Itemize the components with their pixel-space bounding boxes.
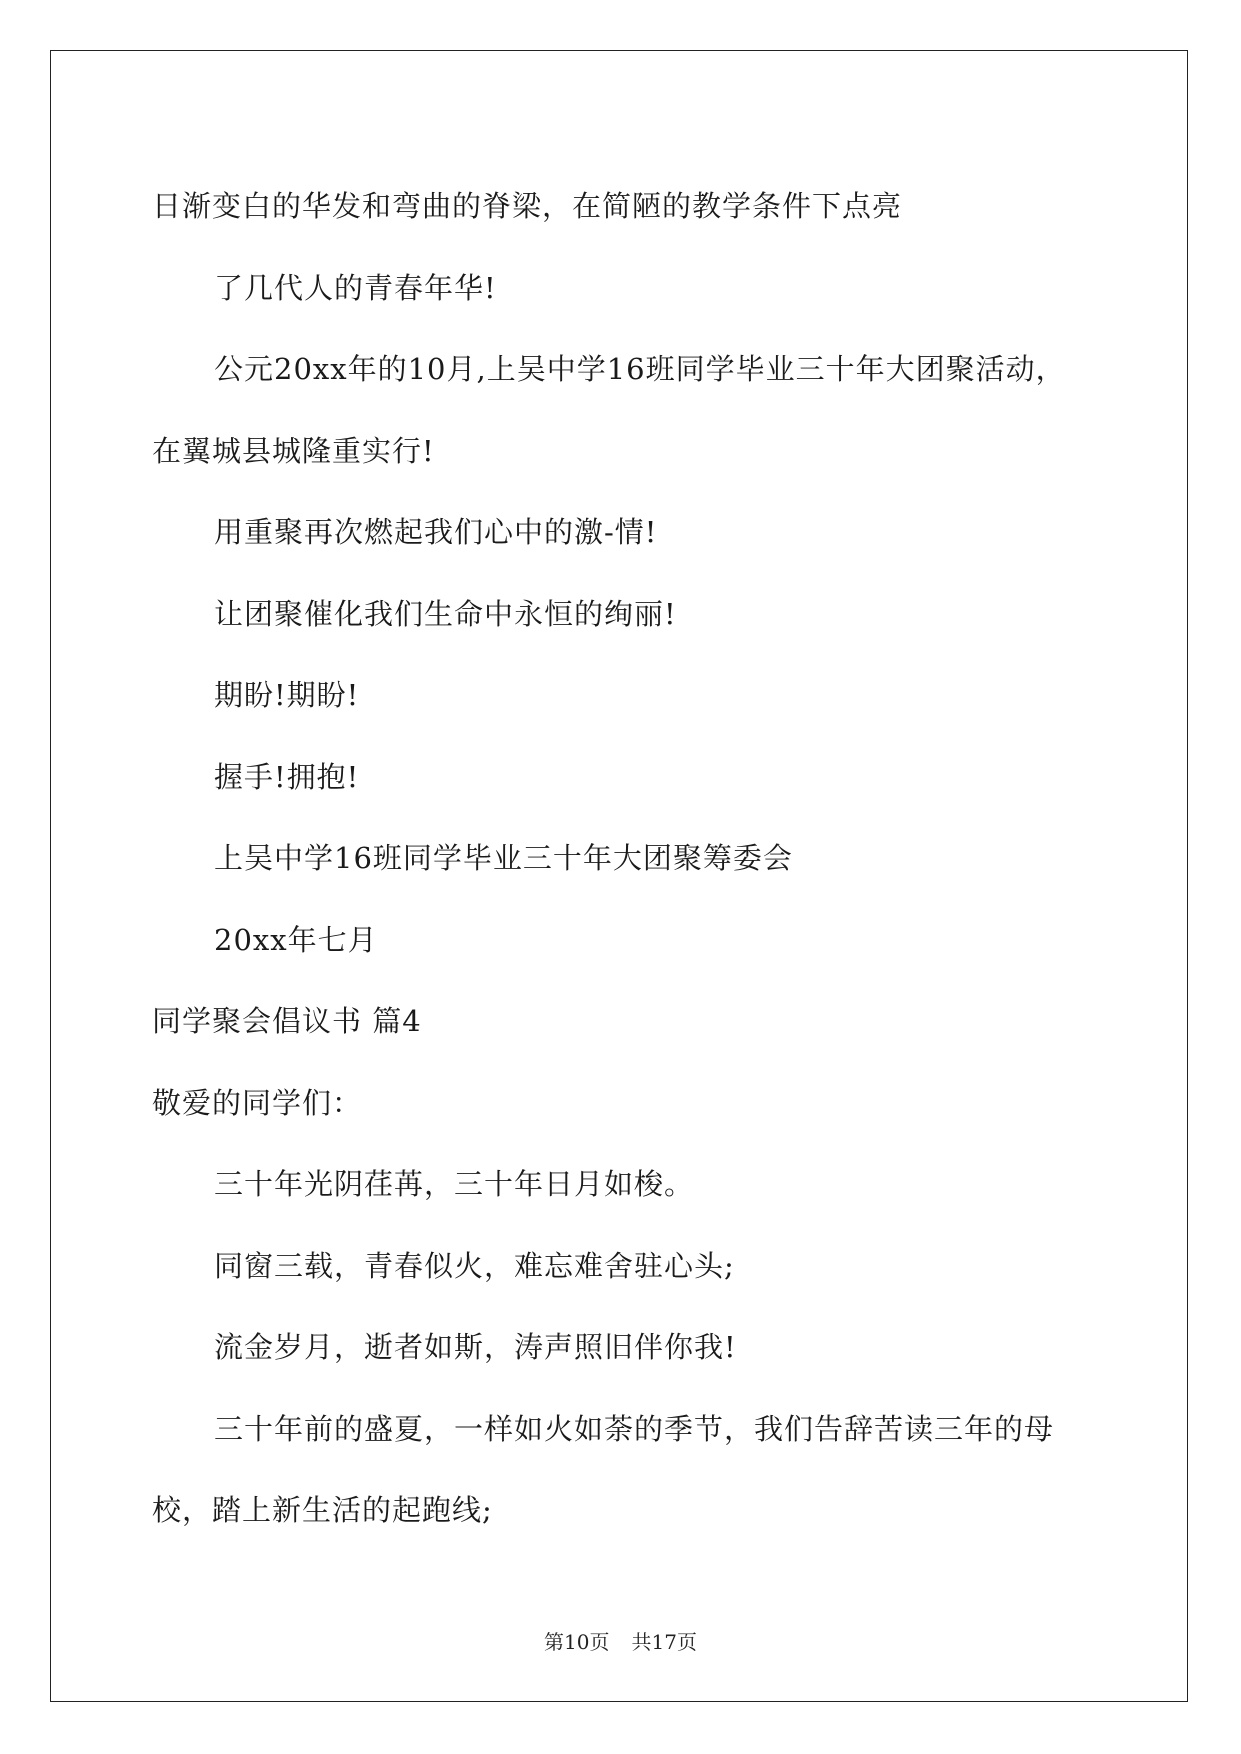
text-line-8: 握手!拥抱! bbox=[214, 759, 360, 794]
text-line-6: 让团聚催化我们生命中永恒的绚丽! bbox=[214, 596, 677, 631]
text-line-14: 同窗三载，青春似火，难忘难舍驻心头; bbox=[214, 1248, 735, 1283]
signature-date: 20xx年七月 bbox=[214, 922, 378, 957]
section-heading: 同学聚会倡议书 篇4 bbox=[152, 1004, 422, 1038]
text-line-4: 在翼城县城隆重实行! bbox=[152, 433, 435, 468]
text-line-7: 期盼!期盼! bbox=[214, 678, 360, 712]
page-number-current: 第10页 bbox=[544, 1630, 610, 1654]
text-line-16: 三十年前的盛夏，一样如火如荼的季节，我们告辞苦读三年的母 bbox=[214, 1411, 1055, 1446]
signature-committee: 上吴中学16班同学毕业三十年大团聚筹委会 bbox=[214, 841, 793, 875]
text-line-1: 日渐变白的华发和弯曲的脊梁，在简陋的教学条件下点亮 bbox=[152, 189, 903, 223]
salutation: 敬爱的同学们： bbox=[152, 1085, 363, 1120]
text-line-17: 校，踏上新生活的起跑线; bbox=[152, 1493, 493, 1527]
text-line-5: 用重聚再次燃起我们心中的激-情! bbox=[214, 515, 658, 549]
page-number-total: 共17页 bbox=[631, 1630, 697, 1654]
page-footer bbox=[0, 1626, 1241, 1655]
text-line-2: 了几代人的青春年华! bbox=[214, 270, 497, 305]
text-line-15: 流金岁月，逝者如斯，涛声照旧伴你我! bbox=[214, 1330, 737, 1364]
text-line-3: 公元20xx年的10月,上吴中学16班同学毕业三十年大团聚活动， bbox=[214, 352, 1066, 386]
text-line-13: 三十年光阴荏苒，三十年日月如梭。 bbox=[214, 1167, 695, 1201]
document-body bbox=[152, 166, 1112, 1552]
